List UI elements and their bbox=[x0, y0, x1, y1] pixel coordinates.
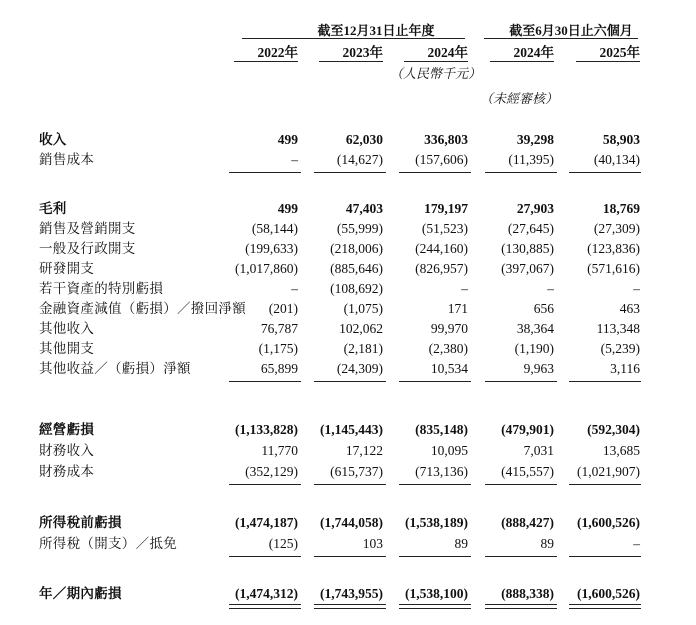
row-value: (885,646) bbox=[330, 261, 383, 276]
row-value: (826,957) bbox=[415, 261, 468, 276]
row-value: 10,534 bbox=[430, 361, 468, 376]
subtotal-rule bbox=[229, 484, 301, 485]
total-double-rule bbox=[485, 604, 557, 609]
row-value: (1,538,100) bbox=[405, 586, 468, 601]
table-row-other-gains bbox=[0, 359, 696, 379]
row-label: 一般及行政開支 bbox=[39, 241, 136, 256]
row-value: (571,616) bbox=[587, 261, 640, 276]
row-value: 103 bbox=[362, 536, 383, 551]
table-row-cost-of-sales bbox=[0, 150, 696, 170]
row-value: (352,129) bbox=[245, 464, 298, 479]
row-value: (888,338) bbox=[501, 586, 554, 601]
row-value: 76,787 bbox=[260, 321, 298, 336]
unaudited-note: （未經審核） bbox=[480, 91, 559, 106]
subtotal-rule bbox=[399, 484, 471, 485]
header-year-2022: 2022年 bbox=[257, 45, 298, 60]
row-value: 656 bbox=[533, 301, 554, 316]
header-group-interim: 截至6月30日止六個月 bbox=[509, 23, 633, 38]
row-value: (397,067) bbox=[501, 261, 554, 276]
row-value: 89 bbox=[454, 536, 468, 551]
row-label: 金融資產減值（虧損）／撥回淨額 bbox=[39, 301, 246, 316]
table-row-gross-profit bbox=[0, 199, 696, 219]
row-value: (1,474,187) bbox=[235, 515, 298, 530]
subtotal-rule bbox=[229, 172, 301, 173]
row-label: 所得稅（開支）／抵免 bbox=[39, 536, 177, 551]
subtotal-rule bbox=[399, 172, 471, 173]
table-row-finance-income bbox=[0, 441, 696, 461]
row-value: – bbox=[547, 281, 554, 296]
table-row-other-income bbox=[0, 319, 696, 339]
table-row-net-loss bbox=[0, 584, 696, 604]
subtotal-rule bbox=[314, 381, 386, 382]
row-value: 99,970 bbox=[430, 321, 468, 336]
row-value: 102,062 bbox=[339, 321, 383, 336]
row-value: 179,197 bbox=[424, 201, 468, 216]
row-value: (1,133,828) bbox=[235, 422, 298, 437]
row-value: 58,903 bbox=[602, 132, 640, 147]
subtotal-rule bbox=[399, 381, 471, 382]
table-row-other-expenses bbox=[0, 339, 696, 359]
row-label: 毛利 bbox=[39, 201, 67, 216]
row-value: (199,633) bbox=[245, 241, 298, 256]
header-year-2024: 2024年 bbox=[427, 45, 468, 60]
header-group-annual: 截至12月31日止年度 bbox=[317, 23, 435, 38]
row-value: (157,606) bbox=[415, 152, 468, 167]
row-value: 499 bbox=[277, 132, 298, 147]
row-value: 62,030 bbox=[345, 132, 383, 147]
header-year-2023: 2023年 bbox=[342, 45, 383, 60]
row-value: (2,181) bbox=[343, 341, 383, 356]
row-value: (1,474,312) bbox=[235, 586, 298, 601]
row-value: (123,836) bbox=[587, 241, 640, 256]
total-double-rule bbox=[314, 604, 386, 609]
row-value: (1,075) bbox=[343, 301, 383, 316]
row-label: 財務收入 bbox=[39, 443, 95, 458]
row-label: 銷售及營銷開支 bbox=[39, 221, 136, 236]
row-value: 27,903 bbox=[516, 201, 554, 216]
subtotal-rule bbox=[314, 556, 386, 557]
total-double-rule bbox=[399, 604, 471, 609]
row-value: (218,006) bbox=[330, 241, 383, 256]
table-row-operating-loss bbox=[0, 420, 696, 440]
row-label: 研發開支 bbox=[39, 261, 95, 276]
table-row-rnd-expenses bbox=[0, 259, 696, 279]
row-value: (201) bbox=[268, 301, 298, 316]
subtotal-rule bbox=[485, 172, 557, 173]
row-value: 65,899 bbox=[260, 361, 298, 376]
row-label: 其他收入 bbox=[39, 321, 95, 336]
row-value: (1,190) bbox=[514, 341, 554, 356]
row-value: (11,395) bbox=[508, 152, 554, 167]
table-row-special-loss bbox=[0, 279, 696, 299]
row-value: – bbox=[291, 281, 298, 296]
subtotal-rule bbox=[229, 556, 301, 557]
subtotal-rule bbox=[485, 556, 557, 557]
row-value: 463 bbox=[619, 301, 640, 316]
subtotal-rule bbox=[569, 381, 641, 382]
row-label: 經營虧損 bbox=[39, 422, 95, 437]
row-value: (888,427) bbox=[501, 515, 554, 530]
header-rule-2024 bbox=[404, 61, 468, 62]
subtotal-rule bbox=[485, 484, 557, 485]
row-value: 7,031 bbox=[523, 443, 554, 458]
table-row-income-tax bbox=[0, 534, 696, 554]
row-label: 其他開支 bbox=[39, 341, 95, 356]
row-value: (1,538,189) bbox=[405, 515, 468, 530]
row-value: 11,770 bbox=[261, 443, 298, 458]
row-value: (40,134) bbox=[593, 152, 640, 167]
row-value: (615,737) bbox=[330, 464, 383, 479]
row-value: – bbox=[291, 152, 298, 167]
row-value: 171 bbox=[447, 301, 468, 316]
row-value: – bbox=[633, 281, 640, 296]
row-value: 9,963 bbox=[523, 361, 554, 376]
row-value: 17,122 bbox=[345, 443, 383, 458]
row-value: (1,600,526) bbox=[577, 586, 640, 601]
total-double-rule bbox=[569, 604, 641, 609]
table-row-finance-costs bbox=[0, 462, 696, 482]
row-value: (2,380) bbox=[428, 341, 468, 356]
subtotal-rule bbox=[399, 556, 471, 557]
row-value: (1,021,907) bbox=[577, 464, 640, 479]
header-rule-2023 bbox=[319, 61, 383, 62]
row-value: 47,403 bbox=[345, 201, 383, 216]
row-value: – bbox=[633, 536, 640, 551]
row-value: (108,692) bbox=[330, 281, 383, 296]
row-label: 年／期內虧損 bbox=[39, 586, 122, 601]
total-double-rule bbox=[229, 604, 301, 609]
row-value: (14,627) bbox=[336, 152, 383, 167]
row-value: 336,803 bbox=[424, 132, 468, 147]
row-label: 財務成本 bbox=[39, 464, 95, 479]
table-row-loss-before-tax bbox=[0, 513, 696, 533]
subtotal-rule bbox=[314, 172, 386, 173]
header-group-annual-rule bbox=[242, 38, 465, 39]
header-year-2025: 2025年 bbox=[599, 45, 640, 60]
header-year-2024-interim: 2024年 bbox=[513, 45, 554, 60]
row-label: 其他收益／（虧損）淨額 bbox=[39, 361, 191, 376]
row-value: 3,116 bbox=[610, 361, 640, 376]
row-value: (1,175) bbox=[258, 341, 298, 356]
row-value: (5,239) bbox=[600, 341, 640, 356]
row-value: (1,600,526) bbox=[577, 515, 640, 530]
row-label: 所得稅前虧損 bbox=[39, 515, 122, 530]
row-value: (244,160) bbox=[415, 241, 468, 256]
subtotal-rule bbox=[314, 484, 386, 485]
row-value: (27,645) bbox=[507, 221, 554, 236]
row-label: 若干資產的特別虧損 bbox=[39, 281, 164, 296]
row-value: (125) bbox=[268, 536, 298, 551]
currency-unit-note: （人民幣千元） bbox=[390, 66, 482, 81]
row-value: (58,144) bbox=[251, 221, 298, 236]
row-value: (130,885) bbox=[501, 241, 554, 256]
table-row-admin-expenses bbox=[0, 239, 696, 259]
table-row-selling-expenses bbox=[0, 219, 696, 239]
row-label: 收入 bbox=[39, 132, 67, 147]
row-value: 18,769 bbox=[602, 201, 640, 216]
row-value: (27,309) bbox=[593, 221, 640, 236]
row-value: (415,557) bbox=[501, 464, 554, 479]
row-value: (55,999) bbox=[336, 221, 383, 236]
subtotal-rule bbox=[229, 381, 301, 382]
row-value: (835,148) bbox=[415, 422, 468, 437]
header-group-interim-rule bbox=[484, 38, 638, 39]
row-value: 39,298 bbox=[516, 132, 554, 147]
row-value: (1,744,058) bbox=[320, 515, 383, 530]
subtotal-rule bbox=[485, 381, 557, 382]
row-value: (592,304) bbox=[587, 422, 640, 437]
header-rule-2025 bbox=[576, 61, 640, 62]
row-value: 10,095 bbox=[430, 443, 468, 458]
header-rule-2024-interim bbox=[490, 61, 554, 62]
subtotal-rule bbox=[569, 556, 641, 557]
table-row-revenue bbox=[0, 130, 696, 150]
row-value: (1,017,860) bbox=[235, 261, 298, 276]
row-value: (24,309) bbox=[336, 361, 383, 376]
row-value: 13,685 bbox=[602, 443, 640, 458]
row-value: 38,364 bbox=[516, 321, 554, 336]
row-value: 89 bbox=[540, 536, 554, 551]
row-value: (479,901) bbox=[501, 422, 554, 437]
table-row-impairment bbox=[0, 299, 696, 319]
header-rule-2022 bbox=[234, 61, 298, 62]
row-value: (1,145,443) bbox=[320, 422, 383, 437]
row-label: 銷售成本 bbox=[39, 152, 95, 167]
row-value: (51,523) bbox=[421, 221, 468, 236]
row-value: (1,743,955) bbox=[320, 586, 383, 601]
row-value: (713,136) bbox=[415, 464, 468, 479]
row-value: – bbox=[461, 281, 468, 296]
subtotal-rule bbox=[569, 484, 641, 485]
subtotal-rule bbox=[569, 172, 641, 173]
row-value: 113,348 bbox=[596, 321, 640, 336]
row-value: 499 bbox=[277, 201, 298, 216]
